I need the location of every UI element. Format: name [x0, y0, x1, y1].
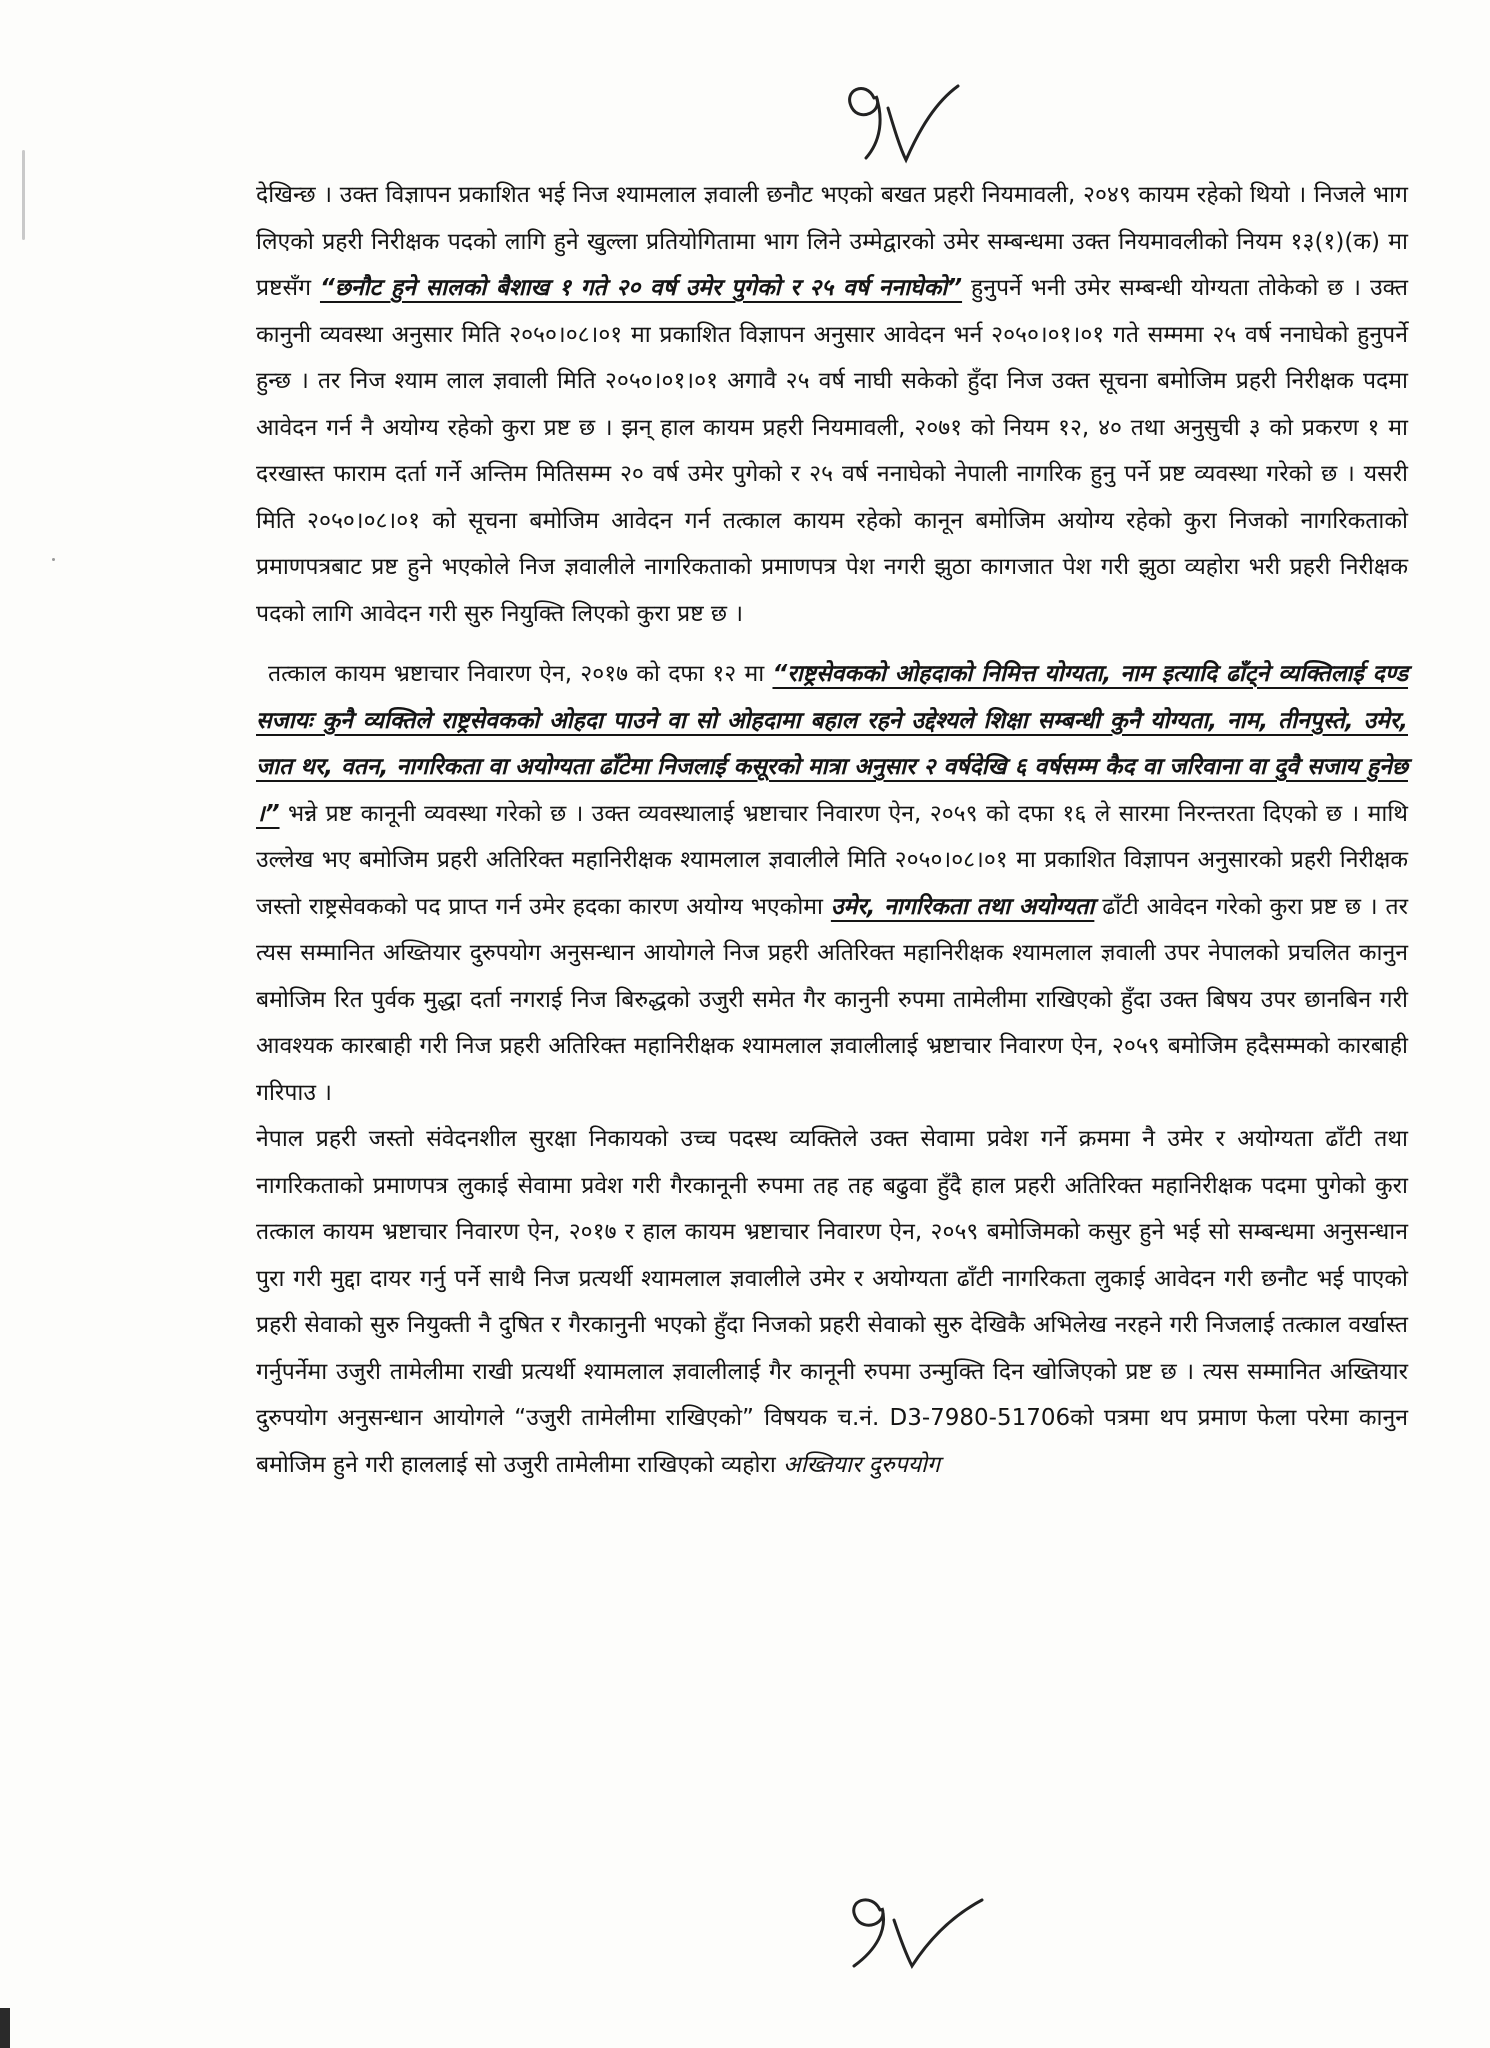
scan-corner-shadow — [0, 2008, 10, 2048]
paragraph-2 — [256, 651, 1408, 1116]
body-text-segment: भन्ने प्रष्ट कानूनी व्यवस्था गरेको छ । उक्त व्यवस्थालाई भ्रष्टाचार निवारण ऐन, २०५९ को दफा १६ ले सारमा निरन्तरता दिएको छ । माथि उल्लेख भए बमोजिम प्रहरी अतिरिक्त महानिरीक्षक श्यामलाल ज्ञवालीले मिति २०५०।०८।०१ मा प्रकाशित विज्ञापन अनुसारको प्रहरी निरीक्षक जस्तो राष्ट्रसेवकको पद प्राप्त गर्न उमेर हदका कारण अयोग्य भएकोमा — [256, 800, 1408, 920]
signature-top-drawing — [836, 68, 996, 168]
paragraph-3 — [256, 1116, 1408, 1488]
document-body — [256, 172, 1408, 1488]
body-text-segment: हुनुपर्ने भनी उमेर सम्बन्धी योग्यता तोकेको छ । उक्त कानुनी व्यवस्था अनुसार मिति २०५०।०८।०१ मा प्रकाशित विज्ञापन अनुसार आवेदन भर्न २०५०।०१।०१ गते सम्ममा २५ वर्ष ननाघेको हुनुपर्ने हुन्छ । तर निज श्याम लाल ज्ञवाली मिति २०५०।०१।०१ अगावै २५ वर्ष नाघी सकेको हुँदा निज उक्त सूचना बमोजिम प्रहरी निरीक्षक पदमा आवेदन गर्न नै अयोग्य रहेको कुरा प्रष्ट छ । झन् हाल कायम प्रहरी नियमावली, २०७१ को नियम १२, ४० तथा अनुसुची ३ को प्रकरण १ मा दरखास्त फाराम दर्ता गर्ने अन्तिम मितिसम्म २० वर्ष उमेर पुगेको र २५ वर्ष ननाघेको नेपाली नागरिक हुनु पर्ने प्रष्ट व्यवस्था गरेको छ । यसरी मिति २०५०।०८।०१ को सूचना बमोजिम आवेदन गर्न तत्काल कायम रहेको कानून बमोजिम अयोग्य रहेको कुरा निजको नागरिकताको प्रमाणपत्रबाट प्रष्ट हुने भएकोले निज ज्ञवालीले नागरिकताको प्रमाणपत्र पेश नगरी झुठा कागजात पेश गरी झुठा व्यहोरा भरी प्रहरी निरीक्षक पदको लागि आवेदन गरी सुरु नियुक्ति लिएको कुरा प्रष्ट छ । — [256, 275, 1409, 627]
body-text-segment: तत्काल कायम भ्रष्टाचार निवारण ऐन, २०१७ को दफा १२ मा — [268, 661, 773, 687]
body-text-segment: नेपाल प्रहरी जस्तो संवेदनशील सुरक्षा निकायको उच्च पदस्थ व्यक्तिले उक्त सेवामा प्रवेश गर्ने क्रममा नै उमेर र अयोग्यता ढाँटी तथा नागरिकताको प्रमाणपत्र लुकाई सेवामा प्रवेश गरी गैरकानूनी रुपमा तह तह बढुवा हुँदै हाल प्रहरी अतिरिक्त महानिरीक्षक पदमा पुगेको कुरा तत्काल कायम भ्रष्टाचार निवारण ऐन, २०१७ र हाल कायम भ्रष्टाचार निवारण ऐन, २०५९ बमोजिमको कसुर हुने भई सो सम्बन्धमा अनुसन्धान पुरा गरी मुद्दा दायर गर्नु पर्ने साथै निज प्रत्यर्थी श्यामलाल ज्ञवालीले उमेर र अयोग्यता ढाँटी नागरिकता लुकाई आवेदन गरी छनौट भई पाएको प्रहरी सेवाको सुरु नियुक्ती नै दुषित र गैरकानुनी भएको हुँदा निजको प्रहरी सेवाको सुरु देखिकै अभिलेख नरहने गरी निजलाई तत्काल वर्खास्त गर्नुपर्नेमा उजुरी तामेलीमा राखी प्रत्यर्थी श्यामलाल ज्ञवालीलाई गैर कानूनी रुपमा उन्मुक्ति दिन खोजिएको प्रष्ट छ । त्यस सम्मानित अख्तियार दुरुपयोग अनुसन्धान आयोगले “उजुरी तामेलीमा राखिएको” विषयक च.नं. D3-7980-51706को पत्रमा थप प्रमाण फेला परेमा कानुन बमोजिम हुने गरी हाललाई सो उजुरी तामेलीमा राखिएको व्यहोरा — [256, 1126, 1408, 1478]
scan-edge-mark — [22, 150, 25, 240]
paragraph-1 — [256, 172, 1408, 637]
quoted-legal-text: “राष्ट्रसेवकको ओहदाको निमित्त योग्यता, नाम इत्यादि ढाँट्ने व्यक्तिलाई दण्ड सजायः कुनै व्यक्तिले राष्ट्रसेवकको ओहदा पाउने वा सो ओहदामा बहाल रहने उद्देश्यले शिक्षा सम्बन्धी कुनै योग्यता, नाम, तीनपुस्ते, उमेर, जात थर, वतन, नागरिकता वा अयोग्यता ढाँटेमा निजलाई कसूरको मात्रा अनुसार २ वर्षदेखि ६ वर्षसम्म कैद वा जरिवाना वा दुवै सजाय हुनेछ ।” — [256, 661, 1409, 827]
handwritten-initial-bottom — [836, 1886, 1006, 1976]
italic-text: अख्तियार दुरुपयोग — [783, 1451, 940, 1478]
quoted-legal-text: “छनौट हुने सालको बैशाख १ गते २० वर्ष उमेर पुगेको र २५ वर्ष ननाघेको” — [319, 275, 963, 301]
signature-bottom-drawing — [836, 1886, 1006, 1976]
body-text-segment: देखिन्छ । उक्त विज्ञापन प्रकाशित भई निज श्यामलाल ज्ञवाली छनौट भएको बखत प्रहरी नियमावली, २०४९ कायम रहेको थियो । निजले भाग लिएको प्रहरी निरीक्षक पदको लागि हुने खुल्ला प्रतियोगितामा भाग लिने उम्मेद्वारको उमेर सम्बन्धमा उक्त नियमावलीको नियम १३(१)(क) मा प्रष्टसँग — [256, 182, 1408, 301]
scan-speck — [52, 558, 55, 561]
handwritten-initial-top — [836, 68, 996, 168]
body-text-segment: ढाँटी आवेदन गरेको कुरा प्रष्ट छ । तर त्यस सम्मानित अख्तियार दुरुपयोग अनुसन्धान आयोगले निज प्रहरी अतिरिक्त महानिरीक्षक श्यामलाल ज्ञवाली उपर नेपालको प्रचलित कानुन बमोजिम रित पुर्वक मुद्धा दर्ता नगराई निज बिरुद्धको उजुरी समेत गैर कानुनी रुपमा तामेलीमा राखिएको हुँदा उक्त बिषय उपर छानबिन गरी आवश्यक कारबाही गरी निज प्रहरी अतिरिक्त महानिरीक्षक श्यामलाल ज्ञवालीलाई भ्रष्टाचार निवारण ऐन, २०५९ बमोजिम हदैसम्मको कारबाही गरिपाउ । — [256, 893, 1409, 1106]
quoted-legal-text: उमेर, नागरिकता तथा अयोग्यता — [830, 893, 1095, 920]
